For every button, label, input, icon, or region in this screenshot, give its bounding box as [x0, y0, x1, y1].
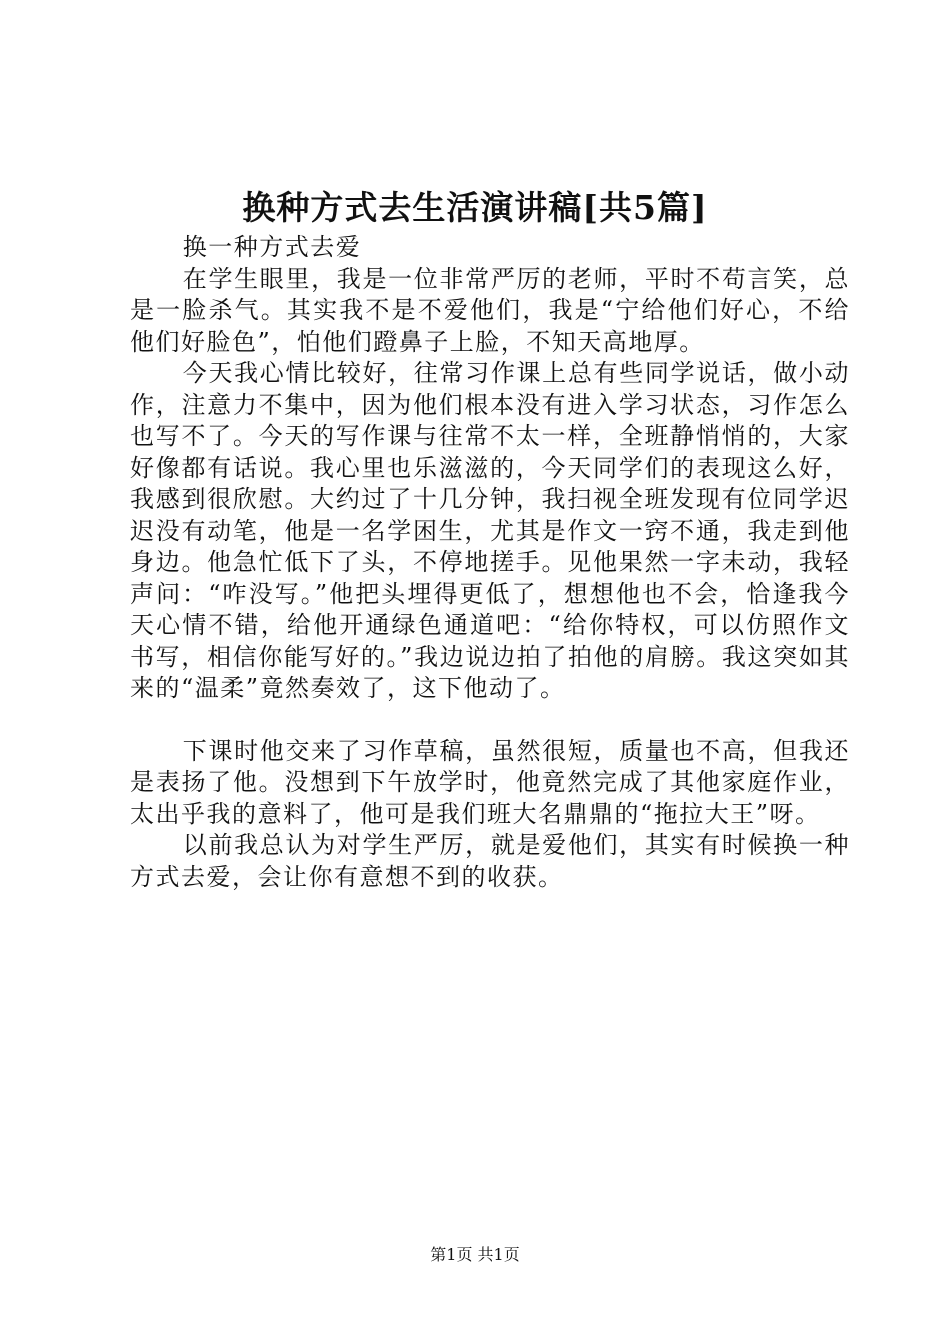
paragraph: 以前我总认为对学生严厉，就是爱他们，其实有时候换一种方式去爱，会让你有意想不到的收获。 — [130, 831, 850, 891]
paragraph: 今天我心情比较好，往常习作课上总有些同学说话，做小动作，注意力不集中，因为他们根本没有进入学习状态，习作怎么也写不了。今天的写作课与往常不太一样，全班静悄悄的，大家好像都有话说。我心里也乐滋滋的，今天同学们的表现这么好，我感到很欣慰。大约过了十几分钟，我扫视全班发现有位同学迟迟没有动笔，他是一名学困生，尤其是作文一窍不通，我走到他身边。他急忙低下了头，不停地搓手。见他果然一字未动，我轻声问：“咋没写。”他把头埋得更低了，想想他也不会，恰逢我今天心情不错，给他开通绿色通道吧：“给你特权，可以仿照作文书写，相信你能写好的。”我边说边拍了拍他的肩膀。我这突如其来的“温柔”竟然奏效了，这下他动了。 — [130, 359, 850, 702]
document-title: 换种方式去生活演讲稿[共5篇] — [242, 188, 708, 227]
paragraph: 在学生眼里，我是一位非常严厉的老师，平时不苟言笑，总是一脸杀气。其实我不是不爱他们，我是“宁给他们好心，不给他们好脸色”，怕他们蹬鼻子上脸，不知天高地厚。 — [130, 264, 850, 356]
document-body — [130, 232, 850, 893]
paragraph: 下课时他交来了习作草稿，虽然很短，质量也不高，但我还是表扬了他。没想到下午放学时，他竟然完成了其他家庭作业，太出乎我的意料了，他可是我们班大名鼎鼎的“拖拉大王”呀。 — [130, 736, 850, 828]
paragraph-subtitle: 换一种方式去爱 — [182, 233, 362, 261]
page-footer: 第1页 共1页 — [430, 1245, 520, 1264]
